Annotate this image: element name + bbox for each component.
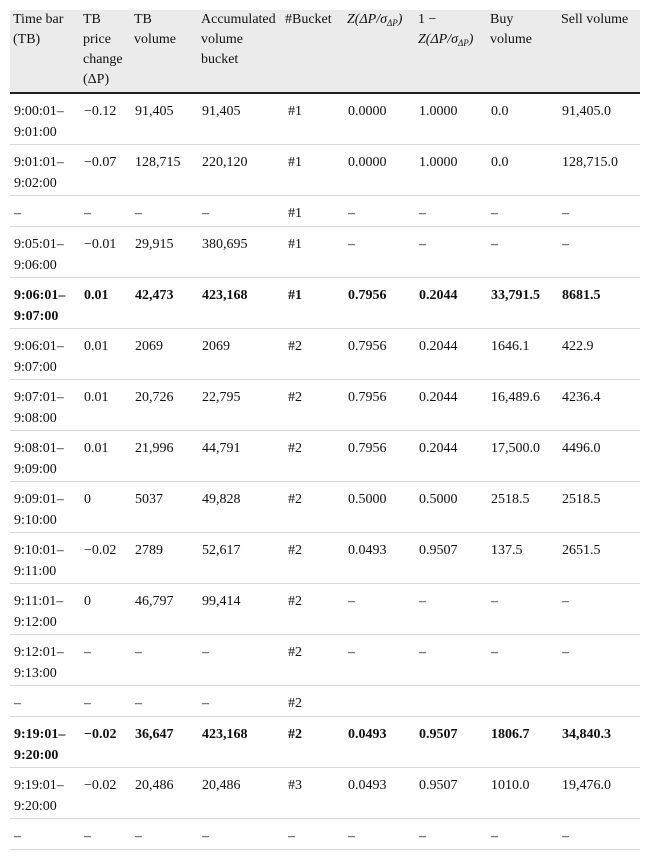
cell-one-minus-z: – xyxy=(415,818,487,849)
cell-sell-volume xyxy=(558,685,640,716)
cell-buy-volume: 1646.1 xyxy=(487,328,558,379)
cell-time: – xyxy=(10,195,80,226)
cell-time: 9:09:01– 9:10:00 xyxy=(10,481,80,532)
table-row xyxy=(10,583,640,634)
cell-price-change: 0 xyxy=(80,583,131,634)
cell-sell-volume: 91,405.0 xyxy=(558,93,640,144)
cell-tb-volume: 5037 xyxy=(131,481,198,532)
cell-one-minus-z: 1.0000 xyxy=(415,144,487,195)
cell-sell-volume: 422.9 xyxy=(558,328,640,379)
cell-one-minus-z: 0.2044 xyxy=(415,277,487,328)
cell-tb-volume: – xyxy=(131,634,198,685)
cell-bucket: #2 xyxy=(284,685,344,716)
cell-sell-volume: 128,715.0 xyxy=(558,144,640,195)
cell-one-minus-z: 0.2044 xyxy=(415,328,487,379)
cell-one-minus-z: 0.2044 xyxy=(415,430,487,481)
cell-accumulated: 20,486 xyxy=(198,767,284,818)
cell-price-change: 0.01 xyxy=(80,430,131,481)
cell-z: – xyxy=(344,195,415,226)
cell-price-change: 0.01 xyxy=(80,379,131,430)
cell-bucket: #2 xyxy=(284,583,344,634)
header-tb-price-change-symbol: (ΔP) xyxy=(83,72,110,87)
cell-tb-volume: 20,726 xyxy=(131,379,198,430)
cell-price-change: – xyxy=(80,195,131,226)
cell-buy-volume: 1806.7 xyxy=(487,716,558,767)
cell-tb-volume: 20,486 xyxy=(131,767,198,818)
header-bucket: #Bucket xyxy=(285,12,332,27)
cell-buy-volume: – xyxy=(487,226,558,277)
header-z xyxy=(344,10,415,93)
table-row xyxy=(10,379,640,430)
table-row xyxy=(10,818,640,849)
cell-accumulated: 22,795 xyxy=(198,379,284,430)
cell-one-minus-z: 0.5000 xyxy=(415,481,487,532)
cell-tb-volume: – xyxy=(131,818,198,849)
cell-bucket: #2 xyxy=(284,481,344,532)
table-header xyxy=(10,10,640,93)
cell-accumulated: 99,414 xyxy=(198,583,284,634)
table-row xyxy=(10,226,640,277)
cell-bucket: #1 xyxy=(284,195,344,226)
cell-bucket: #2 xyxy=(284,532,344,583)
cell-price-change: – xyxy=(80,818,131,849)
cell-z: 0.0493 xyxy=(344,716,415,767)
vpin-bucket-table xyxy=(10,10,640,850)
cell-time: 9:06:01– 9:07:00 xyxy=(10,277,80,328)
cell-bucket: #1 xyxy=(284,93,344,144)
table-row xyxy=(10,277,640,328)
cell-accumulated: – xyxy=(198,634,284,685)
cell-sell-volume: 19,476.0 xyxy=(558,767,640,818)
cell-buy-volume: 0.0 xyxy=(487,93,558,144)
cell-time: 9:11:01– 9:12:00 xyxy=(10,583,80,634)
cell-sell-volume: 34,840.3 xyxy=(558,716,640,767)
cell-buy-volume xyxy=(487,685,558,716)
table-row xyxy=(10,767,640,818)
table-body xyxy=(10,93,640,849)
cell-time: 9:01:01– 9:02:00 xyxy=(10,144,80,195)
cell-z: – xyxy=(344,226,415,277)
header-z-suffix: ) xyxy=(397,12,403,27)
cell-z: 0.7956 xyxy=(344,430,415,481)
cell-time: 9:12:01– 9:13:00 xyxy=(10,634,80,685)
cell-bucket: #2 xyxy=(284,328,344,379)
cell-buy-volume: 16,489.6 xyxy=(487,379,558,430)
cell-sell-volume: 4496.0 xyxy=(558,430,640,481)
table-row xyxy=(10,195,640,226)
cell-time: 9:06:01– 9:07:00 xyxy=(10,328,80,379)
header-tb-price-change-text: TB price change xyxy=(83,12,123,67)
cell-buy-volume: 1010.0 xyxy=(487,767,558,818)
header-tb-volume: TB volume xyxy=(134,12,176,47)
cell-price-change: 0 xyxy=(80,481,131,532)
cell-accumulated: 52,617 xyxy=(198,532,284,583)
cell-accumulated: 220,120 xyxy=(198,144,284,195)
table-row xyxy=(10,716,640,767)
cell-price-change: −0.02 xyxy=(80,767,131,818)
table-row xyxy=(10,685,640,716)
cell-bucket: – xyxy=(284,818,344,849)
cell-z: – xyxy=(344,634,415,685)
header-one-minus-a: 1 − xyxy=(418,12,437,27)
table-row xyxy=(10,93,640,144)
header-row xyxy=(10,10,640,93)
cell-time: – xyxy=(10,685,80,716)
header-one-minus-suffix: ) xyxy=(468,32,474,47)
cell-buy-volume: 2518.5 xyxy=(487,481,558,532)
cell-bucket: #1 xyxy=(284,277,344,328)
cell-one-minus-z: 1.0000 xyxy=(415,93,487,144)
cell-tb-volume: 21,996 xyxy=(131,430,198,481)
cell-sell-volume: – xyxy=(558,226,640,277)
cell-price-change: −0.02 xyxy=(80,532,131,583)
cell-z: 0.7956 xyxy=(344,277,415,328)
header-tb-price-change xyxy=(80,10,131,93)
cell-one-minus-z: 0.2044 xyxy=(415,379,487,430)
cell-time: 9:19:01– 9:20:00 xyxy=(10,767,80,818)
table-row xyxy=(10,532,640,583)
cell-z: 0.0493 xyxy=(344,532,415,583)
cell-sell-volume: – xyxy=(558,195,640,226)
table-row xyxy=(10,634,640,685)
cell-bucket: #1 xyxy=(284,144,344,195)
cell-tb-volume: 42,473 xyxy=(131,277,198,328)
cell-sell-volume: 2651.5 xyxy=(558,532,640,583)
cell-price-change: −0.12 xyxy=(80,93,131,144)
cell-tb-volume: 29,915 xyxy=(131,226,198,277)
cell-z: – xyxy=(344,583,415,634)
cell-sell-volume: 8681.5 xyxy=(558,277,640,328)
cell-sell-volume: – xyxy=(558,634,640,685)
header-z-sub: ΔP xyxy=(387,18,398,28)
cell-z xyxy=(344,685,415,716)
cell-one-minus-z: 0.9507 xyxy=(415,716,487,767)
cell-tb-volume: 46,797 xyxy=(131,583,198,634)
cell-accumulated: 423,168 xyxy=(198,277,284,328)
cell-accumulated: 44,791 xyxy=(198,430,284,481)
cell-buy-volume: – xyxy=(487,634,558,685)
cell-bucket: #3 xyxy=(284,767,344,818)
header-sell-volume: Sell volume xyxy=(561,12,629,27)
cell-price-change: – xyxy=(80,634,131,685)
cell-time: 9:05:01– 9:06:00 xyxy=(10,226,80,277)
cell-z: 0.0493 xyxy=(344,767,415,818)
cell-buy-volume: 17,500.0 xyxy=(487,430,558,481)
cell-one-minus-z xyxy=(415,685,487,716)
cell-bucket: #2 xyxy=(284,634,344,685)
cell-tb-volume: 91,405 xyxy=(131,93,198,144)
header-one-minus-z xyxy=(415,10,487,93)
cell-bucket: #2 xyxy=(284,430,344,481)
cell-z: 0.7956 xyxy=(344,328,415,379)
cell-price-change: – xyxy=(80,685,131,716)
cell-price-change: 0.01 xyxy=(80,277,131,328)
cell-tb-volume: 36,647 xyxy=(131,716,198,767)
cell-sell-volume: 4236.4 xyxy=(558,379,640,430)
cell-buy-volume: 33,791.5 xyxy=(487,277,558,328)
cell-tb-volume: – xyxy=(131,685,198,716)
cell-accumulated: – xyxy=(198,818,284,849)
cell-accumulated: 91,405 xyxy=(198,93,284,144)
cell-one-minus-z: 0.9507 xyxy=(415,532,487,583)
cell-time: 9:07:01– 9:08:00 xyxy=(10,379,80,430)
header-one-minus-prefix: Z(ΔP/σ xyxy=(418,32,459,47)
cell-accumulated: 380,695 xyxy=(198,226,284,277)
cell-tb-volume: 2789 xyxy=(131,532,198,583)
cell-time: 9:08:01– 9:09:00 xyxy=(10,430,80,481)
cell-buy-volume: 0.0 xyxy=(487,144,558,195)
cell-time: 9:19:01– 9:20:00 xyxy=(10,716,80,767)
cell-bucket: #2 xyxy=(284,379,344,430)
cell-price-change: −0.01 xyxy=(80,226,131,277)
header-one-minus-sub: ΔP xyxy=(458,38,469,48)
cell-z: 0.7956 xyxy=(344,379,415,430)
cell-accumulated: – xyxy=(198,685,284,716)
cell-buy-volume: 137.5 xyxy=(487,532,558,583)
cell-time: 9:10:01– 9:11:00 xyxy=(10,532,80,583)
cell-z: – xyxy=(344,818,415,849)
cell-price-change: 0.01 xyxy=(80,328,131,379)
cell-accumulated: 2069 xyxy=(198,328,284,379)
cell-z: 0.0000 xyxy=(344,93,415,144)
header-buy-volume: Buy volume xyxy=(490,12,532,47)
cell-one-minus-z: – xyxy=(415,634,487,685)
cell-one-minus-z: – xyxy=(415,226,487,277)
cell-bucket: #1 xyxy=(284,226,344,277)
cell-sell-volume: – xyxy=(558,818,640,849)
cell-one-minus-z: 0.9507 xyxy=(415,767,487,818)
cell-one-minus-z: – xyxy=(415,195,487,226)
header-z-prefix: Z(ΔP/σ xyxy=(347,12,388,27)
table-row xyxy=(10,430,640,481)
cell-price-change: −0.02 xyxy=(80,716,131,767)
cell-accumulated: 423,168 xyxy=(198,716,284,767)
table-row xyxy=(10,481,640,532)
cell-tb-volume: 128,715 xyxy=(131,144,198,195)
cell-z: 0.0000 xyxy=(344,144,415,195)
cell-sell-volume: 2518.5 xyxy=(558,481,640,532)
cell-buy-volume: – xyxy=(487,195,558,226)
cell-bucket: #2 xyxy=(284,716,344,767)
cell-one-minus-z: – xyxy=(415,583,487,634)
cell-accumulated: – xyxy=(198,195,284,226)
cell-time: – xyxy=(10,818,80,849)
cell-time: 9:00:01– 9:01:00 xyxy=(10,93,80,144)
cell-tb-volume: 2069 xyxy=(131,328,198,379)
cell-buy-volume: – xyxy=(487,818,558,849)
cell-z: 0.5000 xyxy=(344,481,415,532)
cell-price-change: −0.07 xyxy=(80,144,131,195)
table-row xyxy=(10,144,640,195)
table-row xyxy=(10,328,640,379)
cell-tb-volume: – xyxy=(131,195,198,226)
cell-sell-volume: – xyxy=(558,583,640,634)
cell-buy-volume: – xyxy=(487,583,558,634)
header-accumulated-volume-bucket: Accumulated volume bucket xyxy=(201,12,276,67)
cell-accumulated: 49,828 xyxy=(198,481,284,532)
header-time-bar: Time bar (TB) xyxy=(13,12,64,47)
